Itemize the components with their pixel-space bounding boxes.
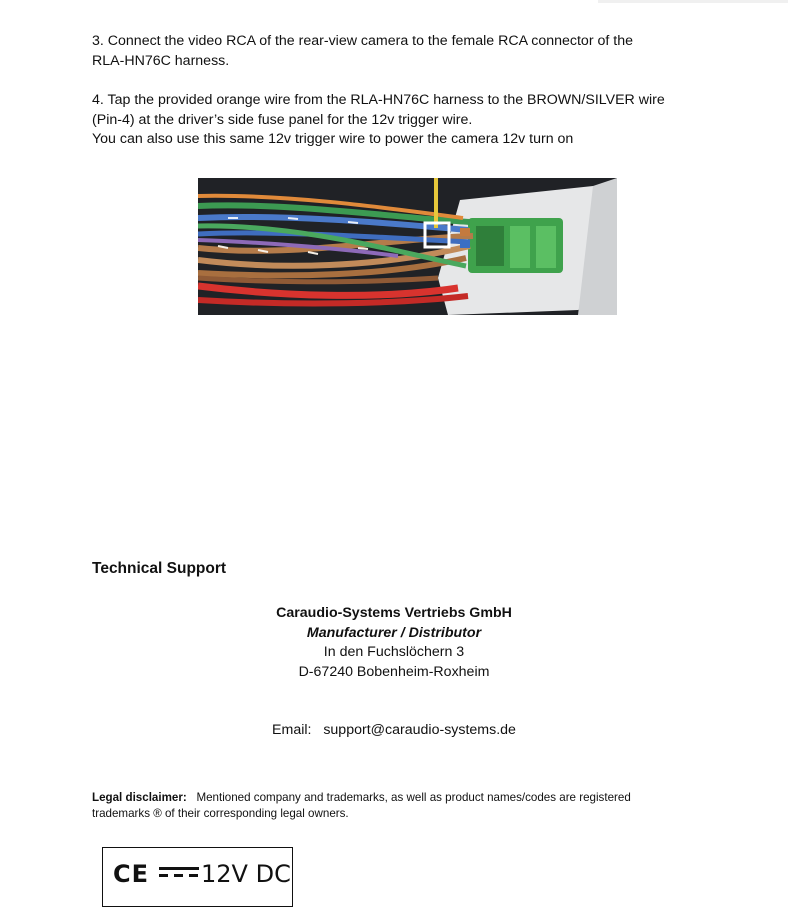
legal-disclaimer	[92, 790, 692, 822]
legal-text-line-2: trademarks ® of their corresponding legal owners.	[92, 807, 349, 820]
instruction-step-4	[92, 91, 665, 150]
step-4-line-2: (Pin-4) at the driver’s side fuse panel for the 12v trigger wire.	[92, 111, 473, 128]
email-address[interactable]: support@caraudio-systems.de	[323, 722, 516, 738]
company-name: Caraudio-Systems Vertriebs GmbH	[276, 605, 512, 621]
instruction-step-3	[92, 32, 633, 71]
email-line	[0, 721, 788, 741]
legal-text-line-1: Mentioned company and trademarks, as well as product names/codes are registered	[196, 791, 631, 804]
address-city: D-67240 Bobenheim-Roxheim	[298, 663, 490, 680]
ce-mark-icon: CE	[113, 860, 150, 888]
email-label: Email:	[272, 722, 312, 738]
company-address-block	[0, 604, 788, 682]
technical-support-heading: Technical Support	[92, 560, 227, 577]
step-4-line-1: 4. Tap the provided orange wire from the RLA-HN76C harness to the BROWN/SILVER wire	[92, 92, 665, 108]
legal-disclaimer-label: Legal disclaimer:	[92, 791, 187, 804]
dc-current-icon	[159, 865, 199, 879]
address-street: In den Fuchslöchern 3	[323, 644, 465, 660]
company-role: Manufacturer / Distributor	[306, 624, 482, 641]
step-4-line-3: You can also use this same 12v trigger wire to power the camera 12v turn on	[92, 131, 574, 147]
step-3-line-2: RLA-HN76C harness.	[92, 52, 230, 69]
legal-line-1	[92, 790, 692, 806]
page-top-mark	[598, 0, 788, 3]
harness-connector-photo	[198, 178, 617, 315]
ce-voltage-badge	[102, 847, 293, 907]
step-3-line-1: 3. Connect the video RCA of the rear-view camera to the female RCA connector of the	[92, 33, 633, 49]
voltage-label: 12V DC	[201, 860, 291, 888]
